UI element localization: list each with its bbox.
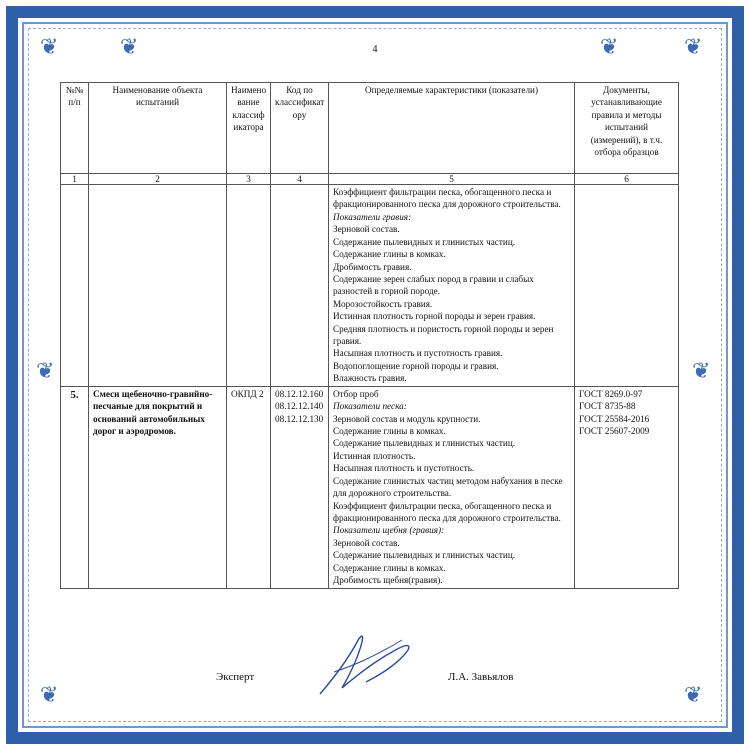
classifier-cell: ОКПД 2: [227, 386, 271, 588]
header-object: Наименование объекта испытаний: [89, 83, 227, 174]
characteristic-line: Средняя плотность и пористость горной породы и зерен: [333, 323, 554, 334]
expert-name: Л.А. Завьялов: [448, 671, 514, 683]
characteristic-line: Насыпная плотность и пустотность гравия.: [333, 348, 503, 359]
characteristic-line: Влажность гравия.: [333, 373, 407, 384]
expert-label: Эксперт: [216, 671, 255, 683]
characteristic-line: Дробимость гравия.: [333, 261, 412, 272]
characteristic-line: Морозостойкость гравия.: [333, 298, 433, 309]
characteristic-group-heading: Показатели щебня (гравия):: [333, 525, 445, 536]
ornament-icon: ❦: [692, 358, 711, 383]
header-documents: Документы, устанавливающие правила и методы испытаний (измерений), в т.ч. отбора образцов: [575, 83, 679, 174]
documents-cell: [575, 386, 679, 588]
characteristic-line: Отбор проб: [333, 388, 379, 399]
characteristic-line: фракционированного песка для дорожного строительства.: [333, 199, 561, 210]
standard-document: ГОСТ 8269.0-97: [579, 388, 643, 399]
characteristic-line: Содержание глины в комках.: [333, 249, 446, 260]
code-cell: [271, 386, 329, 588]
characteristics-cell: [329, 386, 575, 588]
header-number: №№ п/п: [61, 83, 89, 174]
certificate-table: [60, 82, 679, 589]
characteristic-line: Дробимость щебня(гравия).: [333, 575, 443, 586]
column-numbers-row: [61, 174, 679, 185]
test-object-line: оснований автомобильных: [93, 413, 205, 424]
standard-document: ГОСТ 8735-88: [579, 401, 636, 412]
characteristic-line: фракционированного песка для дорожного строительства.: [333, 512, 561, 523]
ornament-icon: ❦: [684, 34, 703, 59]
header-code: Код по классификат ору: [271, 83, 329, 174]
characteristic-group-heading: Показатели гравия:: [333, 211, 412, 222]
characteristic-line: Зерновой состав.: [333, 224, 400, 235]
characteristic-line: Зерновой состав.: [333, 537, 400, 548]
characteristic-line: Содержание пылевидных и глинистых частиц.: [333, 236, 516, 247]
header-row: [61, 83, 679, 174]
characteristic-line: Коэффициент фильтрации песка, обогащенного песка и: [333, 500, 552, 511]
characteristic-line: Истинная плотность.: [333, 450, 416, 461]
standard-document: ГОСТ 25607-2009: [579, 426, 650, 437]
characteristic-group-heading: Показатели песка:: [333, 401, 407, 412]
characteristics-cell: [329, 185, 575, 387]
ornament-icon: ❦: [40, 682, 59, 707]
signature: [312, 622, 422, 702]
table-row: [61, 185, 679, 387]
characteristic-line: Содержание глины в комках.: [333, 562, 446, 573]
characteristic-line: Насыпная плотность и пустотность.: [333, 463, 475, 474]
characteristic-line: Коэффициент фильтрации песка, обогащенного песка и: [333, 187, 552, 197]
column-number: 3: [227, 174, 271, 185]
column-number: 1: [61, 174, 89, 185]
characteristic-line: для дорожного строительства.: [333, 488, 452, 499]
characteristic-line: Содержание глины в комках.: [333, 426, 446, 437]
classifier-code: 08.12.12.160: [275, 388, 324, 399]
characteristic-line: Содержание глинистых частиц методом набухания в песке: [333, 475, 563, 486]
column-number: 6: [575, 174, 679, 185]
column-number: 5: [329, 174, 575, 185]
characteristic-line: Истинная плотность горной породы и зерен гравия.: [333, 311, 536, 322]
ornament-icon: ❦: [40, 34, 59, 59]
header-classifier: Наимено вание классиф икатора: [227, 83, 271, 174]
classifier-code: 08.12.12.140: [275, 401, 324, 412]
ornament-icon: ❦: [120, 34, 139, 59]
classifier-code: 08.12.12.130: [275, 413, 324, 424]
standard-document: ГОСТ 25584-2016: [579, 413, 650, 424]
characteristic-line: разностей в горной породе.: [333, 286, 440, 297]
test-object-line: песчаные для покрытий и: [93, 401, 203, 412]
characteristic-line: Содержание пылевидных и глинистых частиц.: [333, 438, 516, 449]
test-object-cell: [89, 386, 227, 588]
characteristic-line: Содержание пылевидных и глинистых частиц.: [333, 550, 516, 561]
characteristic-line: гравия.: [333, 336, 362, 347]
header-characteristics: Определяемые характеристики (показатели): [329, 83, 575, 174]
ornament-icon: ❦: [684, 682, 703, 707]
column-number: 2: [89, 174, 227, 185]
ornament-icon: ❦: [600, 34, 619, 59]
characteristic-line: Содержание зерен слабых пород в гравии и слабых: [333, 273, 534, 284]
table-row: [61, 386, 679, 588]
test-object-line: Смеси щебеночно-гравийно-: [93, 388, 213, 399]
test-object-line: дорог и аэродромов.: [93, 426, 176, 437]
page-number: 4: [372, 44, 378, 55]
column-number: 4: [271, 174, 329, 185]
ornament-icon: ❦: [36, 358, 55, 383]
characteristic-line: Водопоглощение горной породы и гравия.: [333, 360, 499, 371]
characteristic-line: Зерновой состав и модуль крупности.: [333, 413, 481, 424]
row-number: 5.: [61, 386, 89, 588]
